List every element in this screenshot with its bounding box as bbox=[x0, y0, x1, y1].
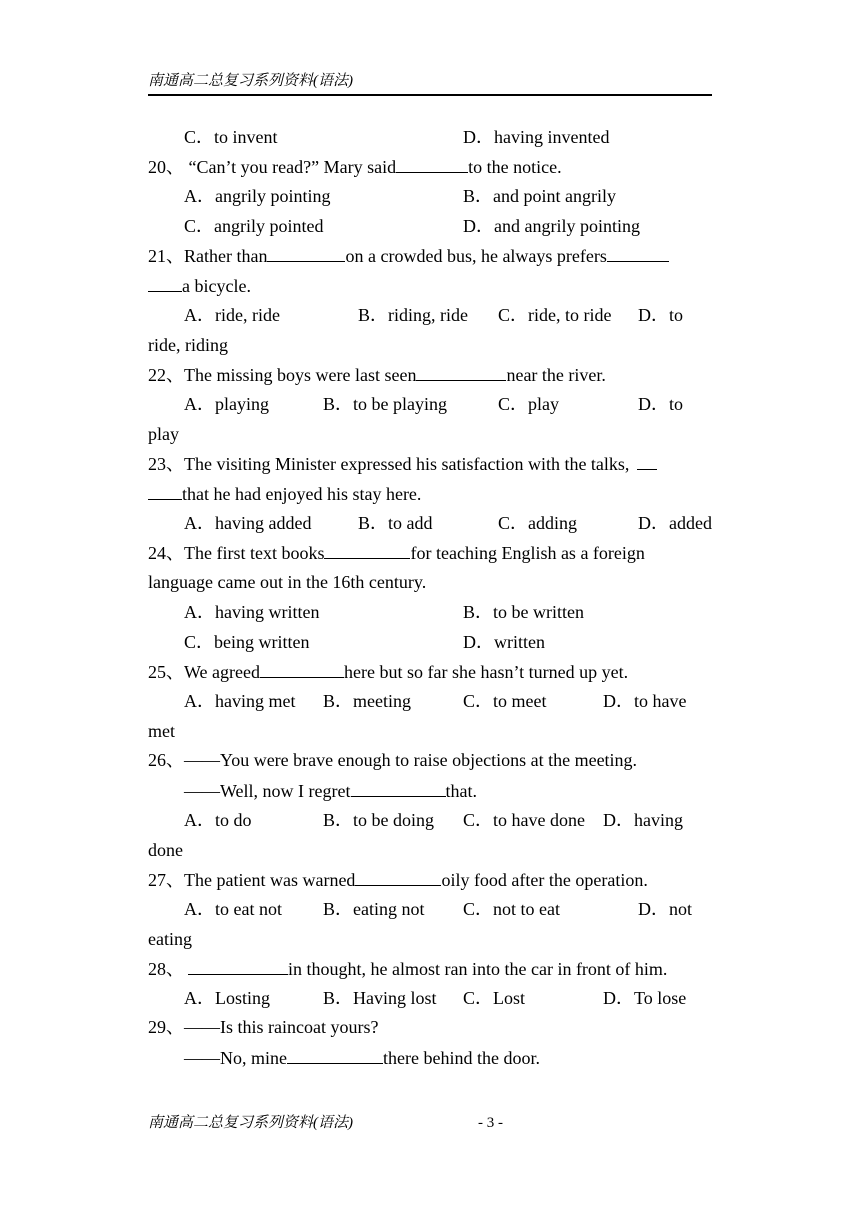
q21-option-d: D．to bbox=[638, 305, 683, 325]
q20-option-d: D．and angrily pointing bbox=[463, 216, 640, 236]
q28-option-c: C．Lost bbox=[463, 988, 526, 1008]
q27-option-a: A．to eat not bbox=[184, 899, 282, 919]
page-header bbox=[148, 72, 712, 96]
q21-stem: 21、Rather than on a crowded bus, he always prefers bbox=[148, 244, 669, 267]
q29-reply: ——No, mine there behind the door. bbox=[184, 1048, 540, 1068]
q26-reply: ——Well, now I regret that. bbox=[184, 781, 477, 801]
q21-option-a: A．ride, ride bbox=[184, 305, 280, 325]
q28-stem: 28、 in thought, he almost ran into the car in front of him. bbox=[148, 959, 668, 979]
q28-option-d: D．To lose bbox=[603, 988, 687, 1008]
q26-stem: 26、——You were brave enough to raise objections at the meeting. bbox=[148, 750, 638, 770]
q24-option-c: C．being written bbox=[184, 632, 310, 652]
header-title: 南通高二总复习系列资料(语法) bbox=[148, 73, 353, 89]
q22-option-a: A．playing bbox=[184, 394, 269, 414]
q22-option-d-wrap: play bbox=[148, 424, 179, 444]
q21-option-b: B．riding, ride bbox=[358, 305, 468, 325]
q25-option-c: C．to meet bbox=[463, 691, 547, 711]
q26-option-d: D．having bbox=[603, 810, 683, 830]
q25-option-a: A．having met bbox=[184, 691, 296, 711]
q26-option-b: B．to be doing bbox=[323, 810, 434, 830]
q19-option-d: D．having invented bbox=[463, 127, 610, 147]
q26-option-a: A．to do bbox=[184, 810, 252, 830]
q23-stem-cont: that he had enjoyed his stay here. bbox=[148, 482, 421, 505]
q24-stem: 24、The first text books for teaching English as a foreign bbox=[148, 543, 645, 563]
q21-option-d-wrap: ride, riding bbox=[148, 335, 228, 355]
footer-title: 南通高二总复习系列资料(语法) bbox=[148, 1115, 353, 1131]
q23-option-c: C．adding bbox=[498, 513, 577, 533]
q25-option-b: B．meeting bbox=[323, 691, 411, 711]
q22-option-d: D．to bbox=[638, 394, 683, 414]
q23-stem: 23、The visiting Minister expressed his satisfaction with the talks, bbox=[148, 452, 657, 475]
q19-option-c: C．to invent bbox=[184, 127, 278, 147]
q23-option-d: D．added bbox=[638, 513, 712, 533]
q20-stem: 20、 “Can’t you read?” Mary said to the notice. bbox=[148, 157, 562, 177]
q27-stem: 27、The patient was warned oily food after the operation. bbox=[148, 870, 648, 890]
q27-option-c: C．not to eat bbox=[463, 899, 560, 919]
q24-option-d: D．written bbox=[463, 632, 545, 652]
q24-stem-cont: language came out in the 16th century. bbox=[148, 572, 427, 592]
q20-option-c: C．angrily pointed bbox=[184, 216, 324, 236]
q21-stem-cont: a bicycle. bbox=[148, 274, 251, 297]
q28-option-b: B．Having lost bbox=[323, 988, 437, 1008]
q22-stem: 22、The missing boys were last seen near the river. bbox=[148, 365, 606, 385]
q25-option-d-wrap: met bbox=[148, 721, 175, 741]
q25-stem: 25、We agreed here but so far she hasn’t turned up yet. bbox=[148, 662, 629, 682]
q28-option-a: A．Losting bbox=[184, 988, 271, 1008]
q27-option-b: B．eating not bbox=[323, 899, 425, 919]
q26-option-c: C．to have done bbox=[463, 810, 585, 830]
q20-option-b: B．and point angrily bbox=[463, 186, 616, 206]
q27-option-d: D．not bbox=[638, 899, 692, 919]
q22-option-b: B．to be playing bbox=[323, 394, 447, 414]
q23-option-b: B．to add bbox=[358, 513, 433, 533]
q20-option-a: A．angrily pointing bbox=[184, 186, 331, 206]
q23-option-a: A．having added bbox=[184, 513, 312, 533]
q25-option-d: D．to have bbox=[603, 691, 687, 711]
q24-option-b: B．to be written bbox=[463, 602, 584, 622]
q24-option-a: A．having written bbox=[184, 602, 320, 622]
q26-option-d-wrap: done bbox=[148, 840, 183, 860]
q22-option-c: C．play bbox=[498, 394, 559, 414]
q29-stem: 29、——Is this raincoat yours? bbox=[148, 1017, 379, 1037]
q21-option-c: C．ride, to ride bbox=[498, 305, 612, 325]
q27-option-d-wrap: eating bbox=[148, 929, 192, 949]
page-number: - 3 - bbox=[478, 1115, 503, 1131]
